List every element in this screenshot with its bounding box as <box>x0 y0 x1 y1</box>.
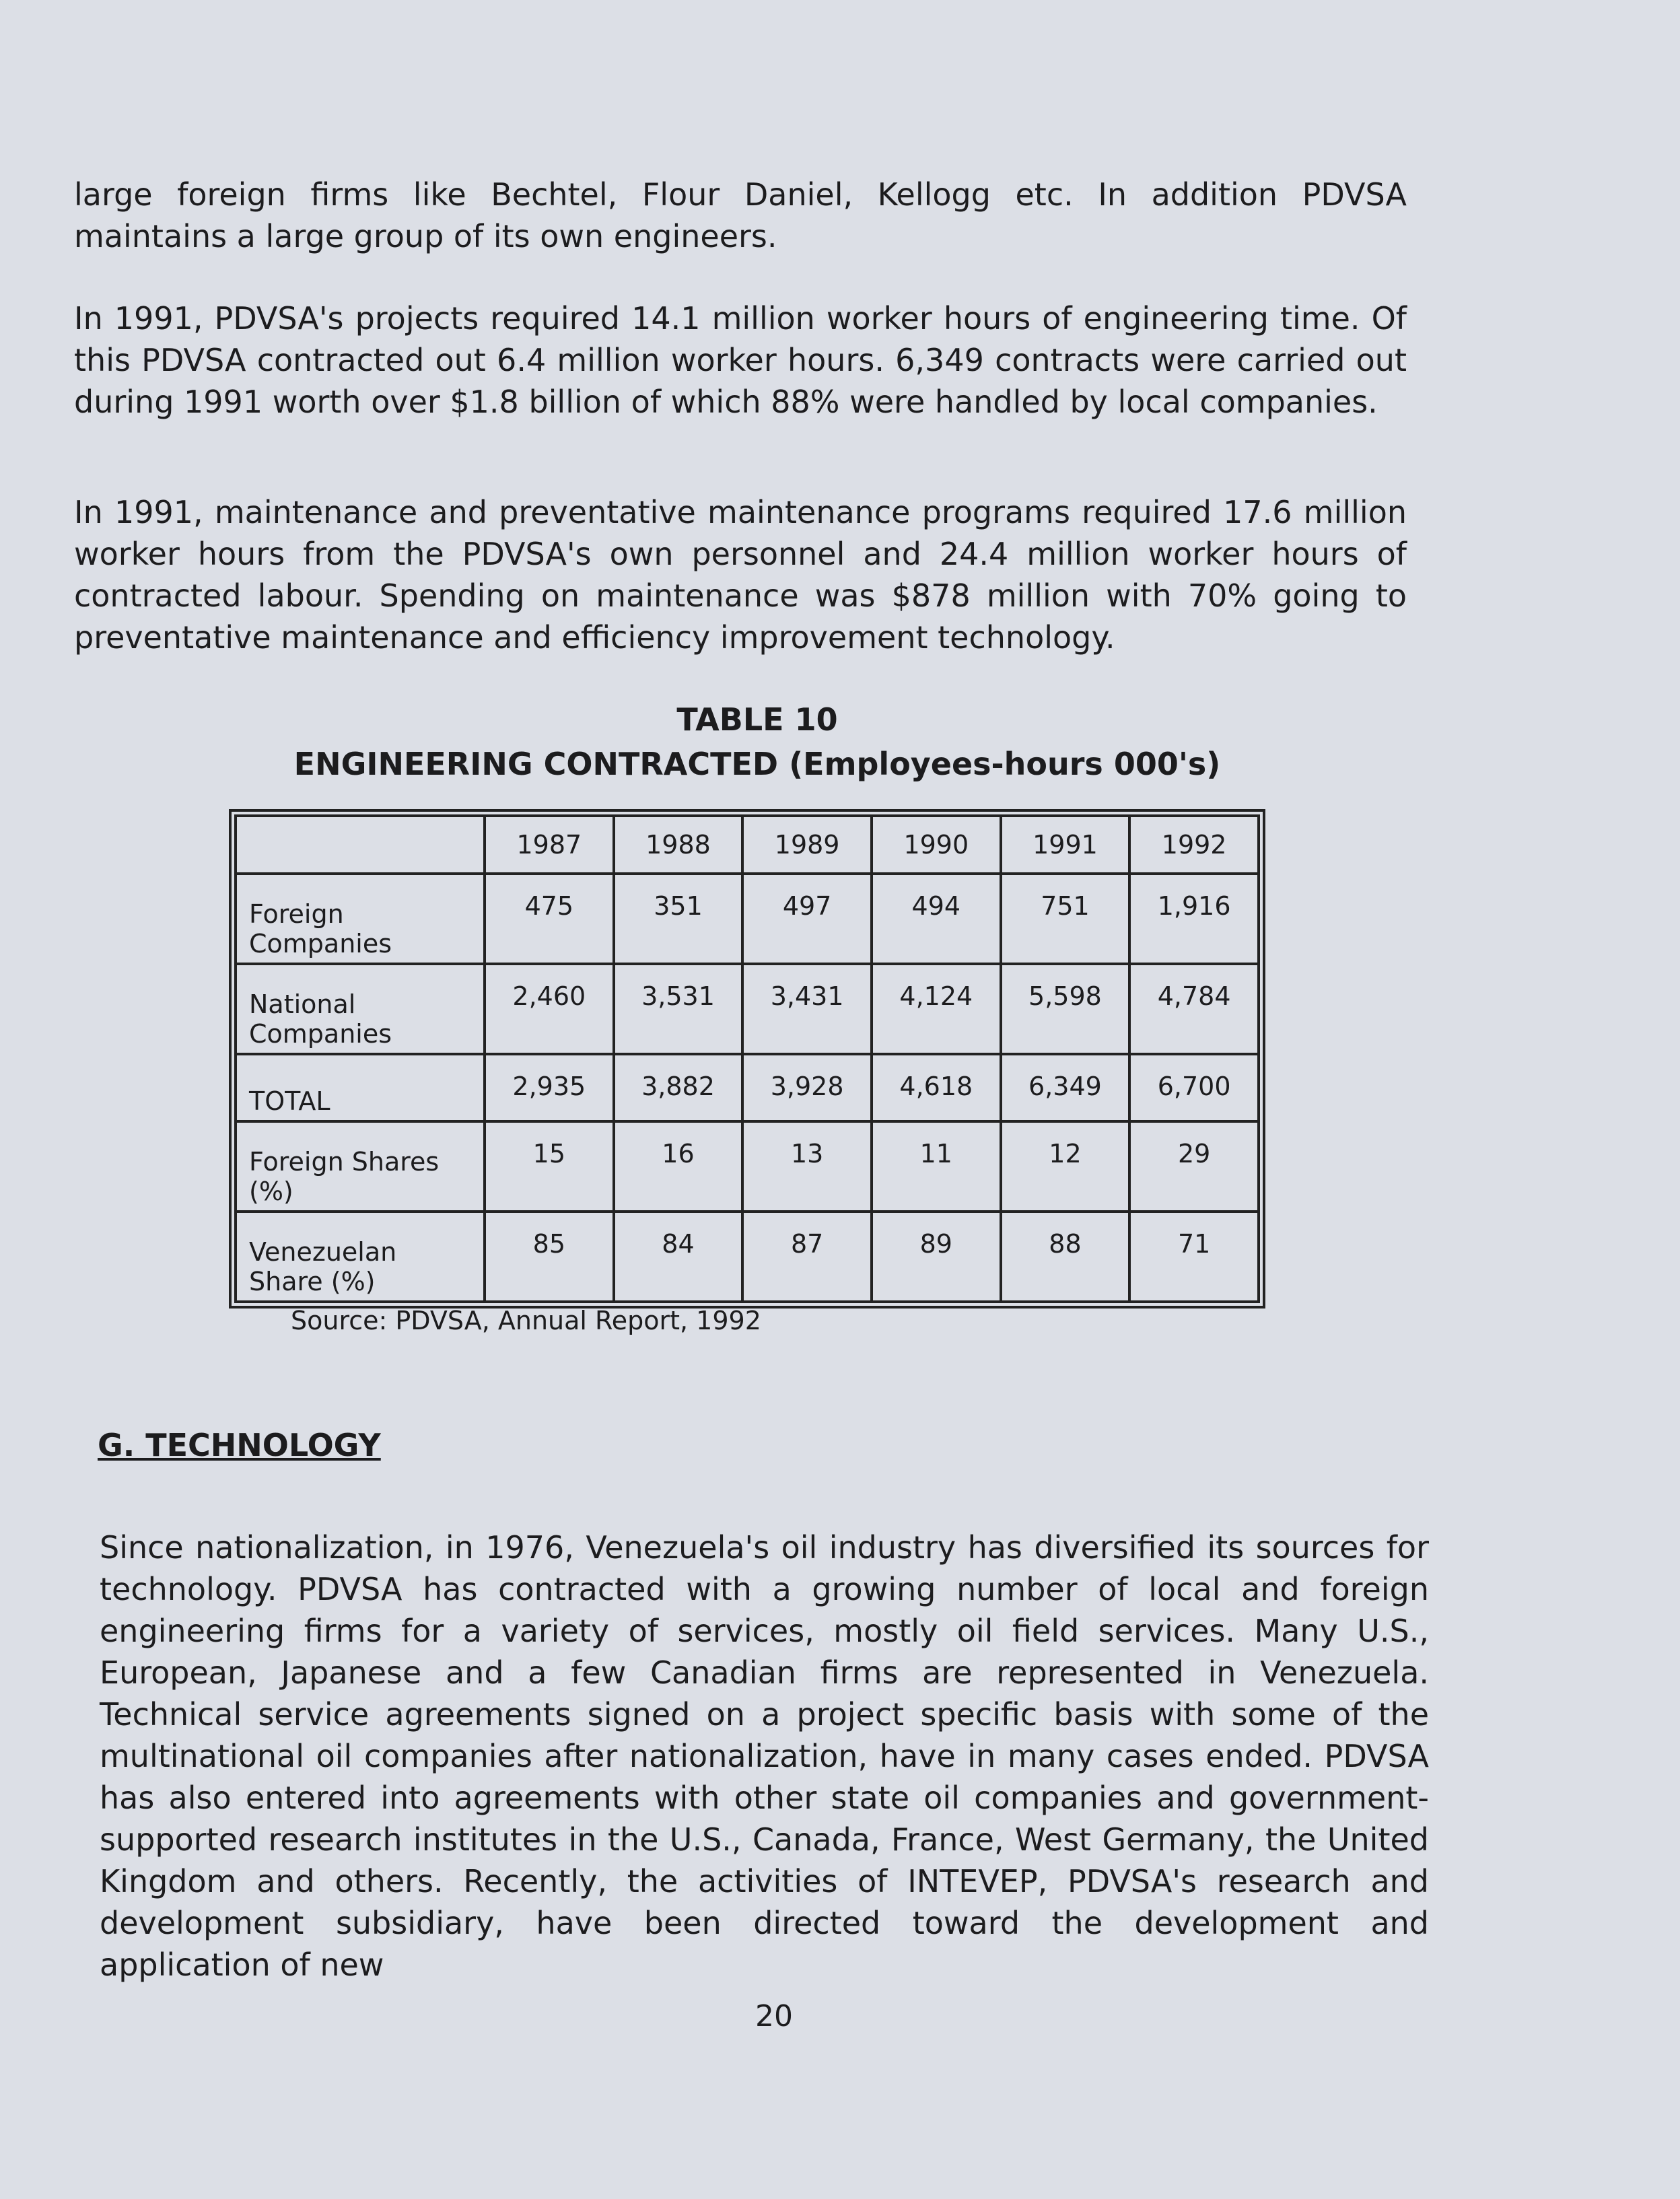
table-cell: 11 <box>872 1121 1001 1212</box>
table-cell: 2,935 <box>485 1054 614 1121</box>
table-cell: 4,618 <box>872 1054 1001 1121</box>
table-frame <box>229 809 1265 1308</box>
table-cell: 85 <box>485 1212 614 1302</box>
paragraph-maintenance-1991: In 1991, maintenance and preventative maintenance programs required 17.6 million worker hours from the PDVSA's own personnel and 24.4 million worker hours of contracted labour. Spending on maintenance was $878 million with 70% going to preventative maintenance and efficiency improvement technology. <box>74 494 1407 656</box>
row-label: Foreign Shares (%) <box>236 1121 485 1212</box>
row-label: National Companies <box>236 964 485 1054</box>
table-cell: 15 <box>485 1121 614 1212</box>
table-cell: 351 <box>614 874 743 964</box>
paragraph-engineering-1991: In 1991, PDVSA's projects required 14.1 million worker hours of engineering time. Of this PDVSA contracted out 6.4 million worker hours. 6,349 contracts were carried out during 1991 worth over $1.8 billion of which 88% were handled by local companies. <box>74 300 1407 420</box>
table-cell: 84 <box>614 1212 743 1302</box>
table-cell: 6,349 <box>1001 1054 1130 1121</box>
table-cell: 3,431 <box>742 964 872 1054</box>
table-cell: 88 <box>1001 1212 1130 1302</box>
table-row <box>236 874 1259 964</box>
row-label: Foreign Companies <box>236 874 485 964</box>
year-header: 1990 <box>872 816 1001 874</box>
table-source: Source: PDVSA, Annual Report, 1992 <box>291 1306 761 1335</box>
table-row <box>236 1212 1259 1302</box>
page-number: 20 <box>755 1999 793 2033</box>
table-cell: 4,784 <box>1129 964 1259 1054</box>
table-cell: 16 <box>614 1121 743 1212</box>
table-cell: 2,460 <box>485 964 614 1054</box>
table-cell: 5,598 <box>1001 964 1130 1054</box>
table-cell: 29 <box>1129 1121 1259 1212</box>
table-cell: 494 <box>872 874 1001 964</box>
section-heading: G. TECHNOLOGY <box>98 1427 381 1463</box>
year-header: 1992 <box>1129 816 1259 874</box>
table-cell: 1,916 <box>1129 874 1259 964</box>
table-title: TABLE 10 <box>676 701 838 738</box>
table-cell: 71 <box>1129 1212 1259 1302</box>
table-cell: 87 <box>742 1212 872 1302</box>
table-row <box>236 964 1259 1054</box>
table-cell: 3,928 <box>742 1054 872 1121</box>
table-cell: 12 <box>1001 1121 1130 1212</box>
header-empty-cell <box>236 816 485 874</box>
table-subtitle: ENGINEERING CONTRACTED (Employees-hours 000's) <box>293 746 1221 782</box>
table-cell: 89 <box>872 1212 1001 1302</box>
year-header: 1991 <box>1001 816 1130 874</box>
engineering-contracted-table <box>234 814 1260 1303</box>
table-cell: 751 <box>1001 874 1130 964</box>
year-header: 1988 <box>614 816 743 874</box>
table-header-row <box>236 816 1259 874</box>
table-cell: 6,700 <box>1129 1054 1259 1121</box>
table-row <box>236 1054 1259 1121</box>
paragraph-technology: Since nationalization, in 1976, Venezuela's oil industry has diversified its sources for technology. PDVSA has contracted with a growing number of local and foreign engineering firms for a variety of services, mostly oil field services. Many U.S., European, Japanese and a few Canadian firms are represented in Venezuela. Technical service agreements signed on a project specific basis with some of the multinational oil companies after nationalization, have in many cases ended. PDVSA has also entered into agreements with other state oil companies and government-supported research institutes in the U.S., Canada, France, West Germany, the United Kingdom and others. Recently, the activities of INTEVEP, PDVSA's research and development subsidiary, have been directed toward the development and application of new <box>100 1529 1429 1983</box>
table-cell: 4,124 <box>872 964 1001 1054</box>
table-row <box>236 1121 1259 1212</box>
table-cell: 13 <box>742 1121 872 1212</box>
year-header: 1989 <box>742 816 872 874</box>
row-label: TOTAL <box>236 1054 485 1121</box>
table-cell: 3,531 <box>614 964 743 1054</box>
paragraph-intro: large foreign firms like Bechtel, Flour Daniel, Kellogg etc. In addition PDVSA maintains a large group of its own engineers. <box>74 176 1407 254</box>
table-cell: 497 <box>742 874 872 964</box>
row-label: Venezuelan Share (%) <box>236 1212 485 1302</box>
year-header: 1987 <box>485 816 614 874</box>
table-cell: 475 <box>485 874 614 964</box>
table-cell: 3,882 <box>614 1054 743 1121</box>
